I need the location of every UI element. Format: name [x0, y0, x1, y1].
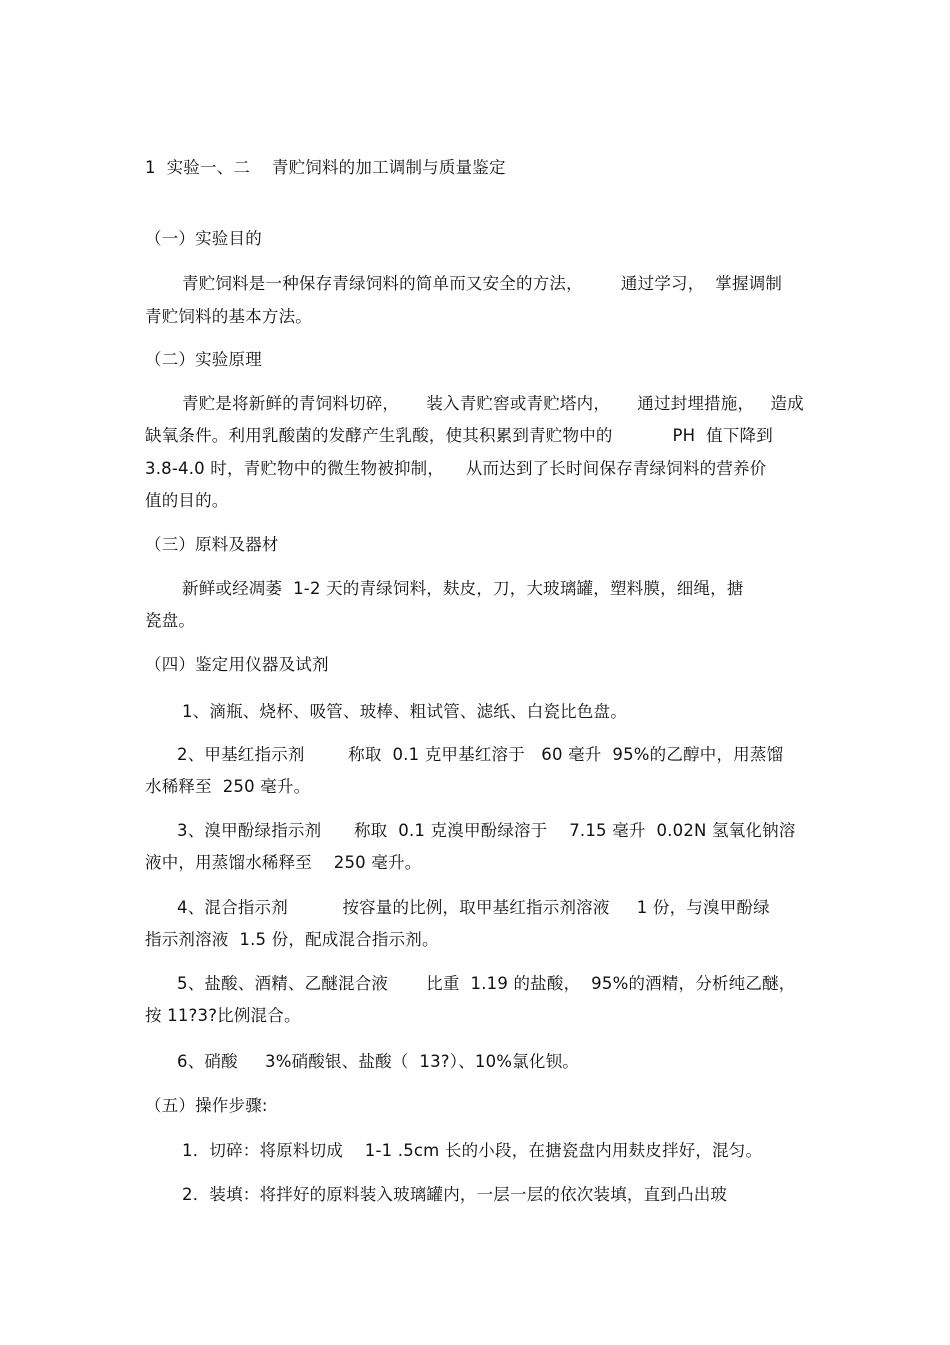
paragraph-line: 值的目的。: [145, 491, 229, 510]
paragraph-line: 瓷盘。: [145, 611, 196, 630]
paragraph-line: 青贮饲料的基本方法。: [145, 307, 312, 326]
section-heading: （四）鉴定用仪器及试剂: [145, 655, 329, 674]
section-heading: （三）原料及器材: [145, 535, 279, 554]
list-item: 2．装填：将拌好的原料装入玻璃罐内，一层一层的依次装填，直到凸出玻: [182, 1185, 728, 1204]
paragraph-line: 液中，用蒸馏水稀释至 250 毫升。: [145, 853, 422, 872]
list-item: 4、混合指示剂 按容量的比例，取甲基红指示剂溶液 1 份，与溴甲酚绿: [177, 898, 770, 917]
list-item: 6、硝酸 3%硝酸银、盐酸（ 13?）、10%氯化钡。: [177, 1052, 579, 1071]
paragraph-line: 3.8-4.0 时，青贮物中的微生物被抑制， 从而达到了长时间保存青绿饲料的营养价: [145, 459, 767, 478]
list-item: 5、盐酸、酒精、乙醚混合液 比重 1.19 的盐酸， 95%的酒精，分析纯乙醚，: [177, 974, 796, 993]
section-heading: （五）操作步骤:: [145, 1096, 268, 1115]
paragraph-line: 缺氧条件。利用乳酸菌的发酵产生乳酸，使其积累到青贮物中的 PH 值下降到: [145, 426, 773, 445]
list-item: 1、滴瓶、烧杯、吸管、玻棒、粗试管、滤纸、白瓷比色盘。: [182, 702, 627, 721]
section-heading: （二）实验原理: [145, 350, 262, 369]
paragraph-line: 指示剂溶液 1.5 份，配成混合指示剂。: [145, 930, 439, 949]
paragraph-line: 水稀释至 250 毫升。: [145, 777, 311, 796]
paragraph-line: 青贮是将新鲜的青饲料切碎， 装入青贮窖或青贮塔内， 通过封埋措施， 造成: [182, 394, 804, 413]
paragraph-line: 青贮饲料是一种保存青绿饲料的简单而又安全的方法， 通过学习， 掌握调制: [182, 274, 783, 293]
section-heading: （一）实验目的: [145, 229, 262, 248]
list-item: 2、甲基红指示剂 称取 0.1 克甲基红溶于 60 毫升 95%的乙醇中，用蒸馏: [177, 745, 784, 764]
paragraph-line: 新鲜或经凋萎 1-2 天的青绿饲料，麸皮，刀，大玻璃罐，塑料膜，细绳，搪: [182, 579, 744, 598]
paragraph-line: 按 11?3?比例混合。: [145, 1006, 301, 1025]
document-title: 1 实验一、二 青贮饲料的加工调制与质量鉴定: [145, 158, 506, 177]
list-item: 1．切碎：将原料切成 1-1 .5cm 长的小段，在搪瓷盘内用麸皮拌好，混匀。: [182, 1141, 763, 1160]
list-item: 3、溴甲酚绿指示剂 称取 0.1 克溴甲酚绿溶于 7.15 毫升 0.02N 氢氧化钠溶: [177, 821, 796, 840]
